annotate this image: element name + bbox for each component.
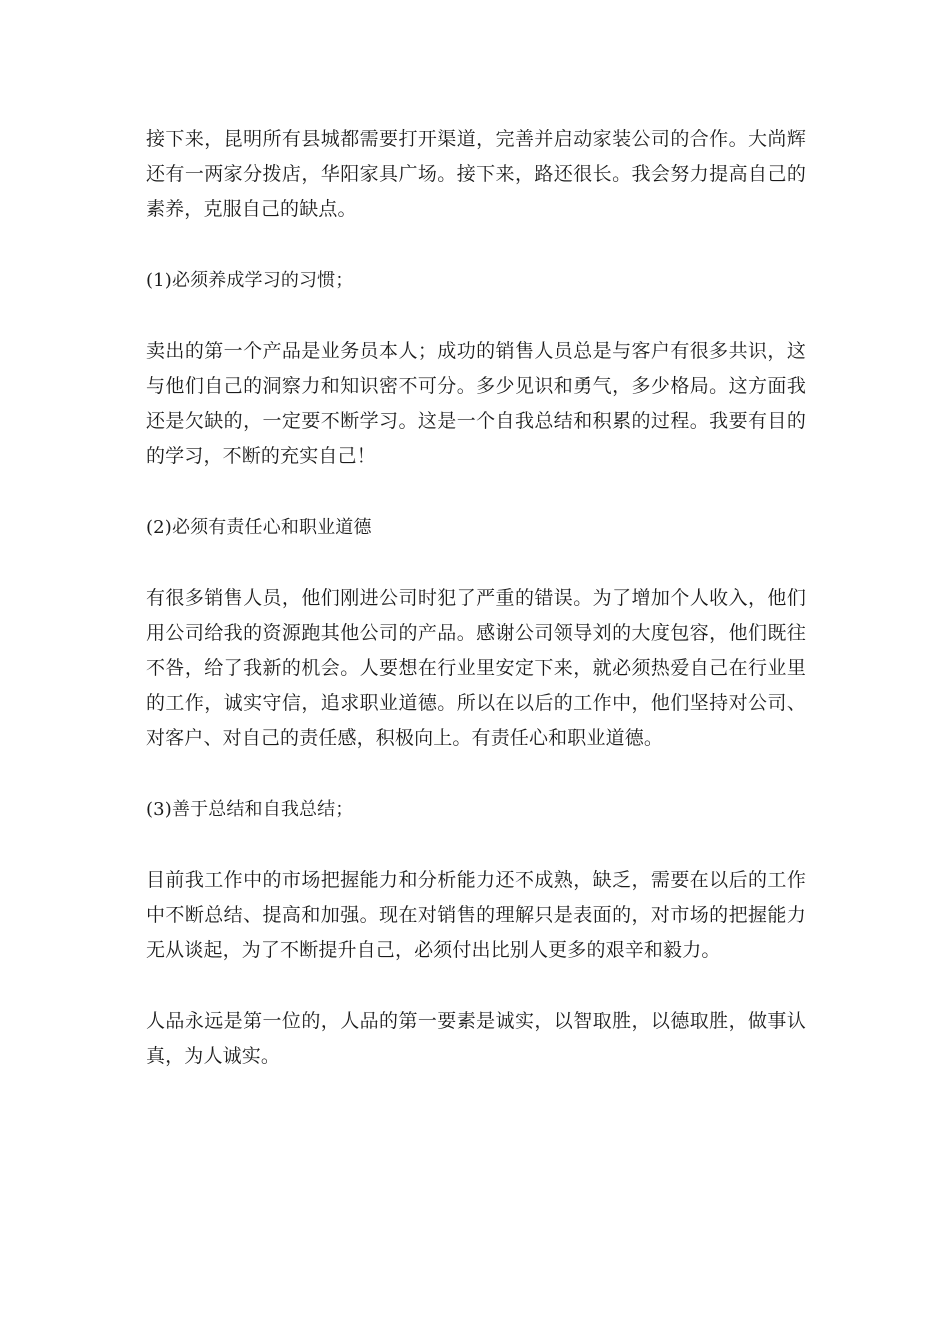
paragraph-summarize: 目前我工作中的市场把握能力和分析能力还不成熟，缺乏，需要在以后的工作中不断总结、提高和加强。现在对销售的理解只是表面的，对市场的把握能力无从谈起，为了不断提升自己，必须付出比别人更多的艰辛和毅力。 <box>146 869 806 961</box>
heading-summarize: (3)善于总结和自我总结； <box>146 799 354 820</box>
heading-learning-habit: (1)必须养成学习的习惯； <box>146 270 354 291</box>
document-page <box>146 122 806 1074</box>
paragraph-intro: 接下来，昆明所有县城都需要打开渠道，完善并启动家装公司的合作。大尚辉还有一两家分拨店，华阳家具广场。接下来，路还很长。我会努力提高自己的素养，克服自己的缺点。 <box>146 128 806 220</box>
paragraph-learning: 卖出的第一个产品是业务员本人；成功的销售人员总是与客户有很多共识，这与他们自己的洞察力和知识密不可分。多少见识和勇气，多少格局。这方面我还是欠缺的，一定要不断学习。这是一个自我总结和积累的过程。我要有目的的学习，不断的充实自己！ <box>146 340 806 467</box>
paragraph-character: 人品永远是第一位的，人品的第一要素是诚实，以智取胜，以德取胜，做事认真，为人诚实。 <box>146 1010 806 1067</box>
heading-responsibility: (2)必须有责任心和职业道德 <box>146 517 372 538</box>
paragraph-responsibility: 有很多销售人员，他们刚进公司时犯了严重的错误。为了增加个人收入，他们用公司给我的资源跑其他公司的产品。感谢公司领导刘的大度包容，他们既往不咎，给了我新的机会。人要想在行业里安定下来，就必须热爱自己在行业里的工作，诚实守信，追求职业道德。所以在以后的工作中，他们坚持对公司、对客户、对自己的责任感，积极向上。有责任心和职业道德。 <box>146 587 806 749</box>
